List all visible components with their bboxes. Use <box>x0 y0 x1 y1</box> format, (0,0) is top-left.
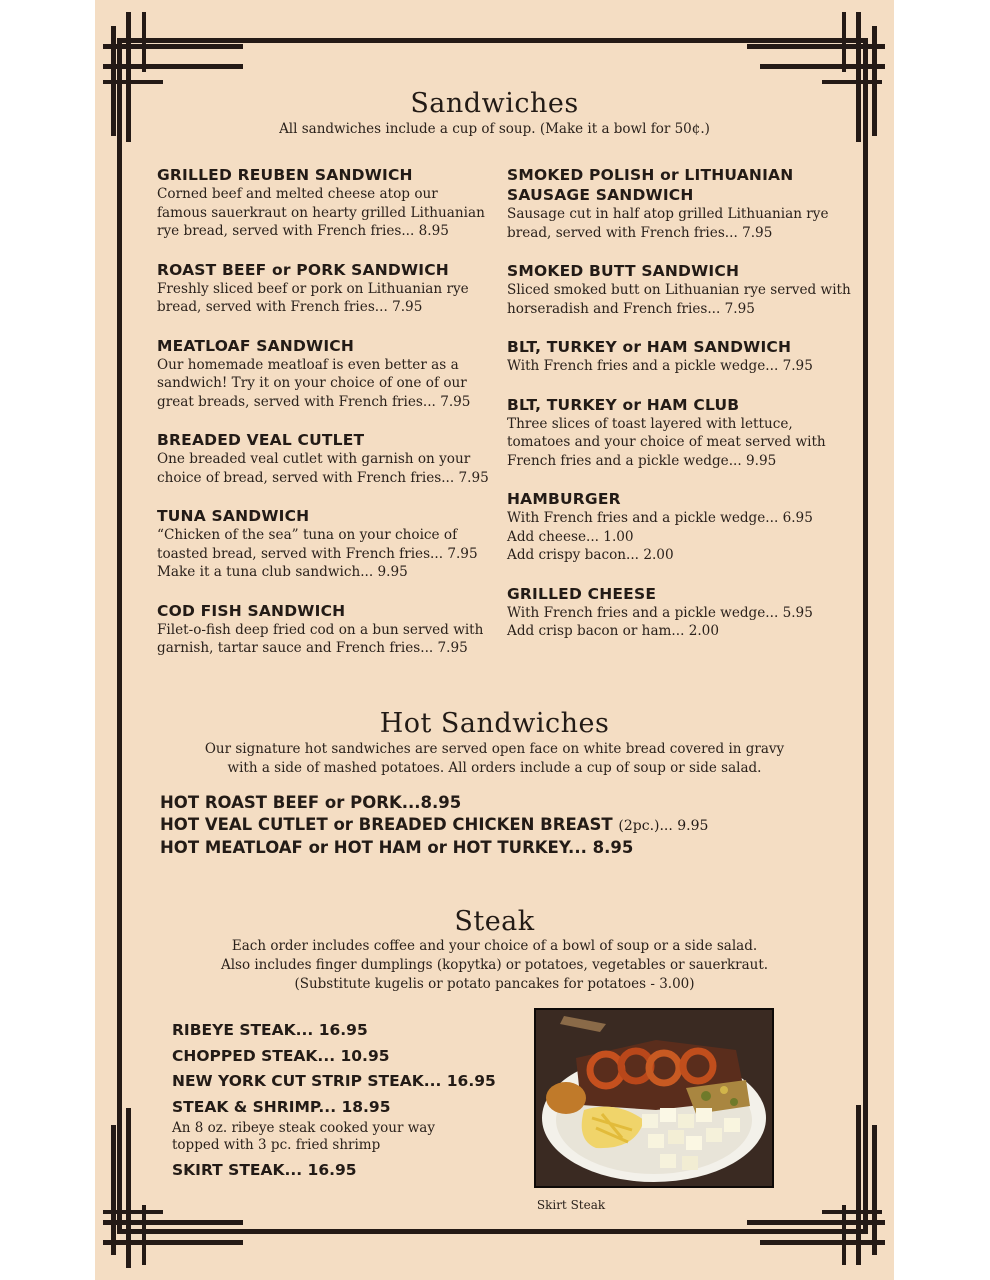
steak-note-line-3: (Substitute kugelis or potato pancakes for potatoes - 3.00) <box>294 976 695 992</box>
menu-item <box>507 489 851 565</box>
skirt-steak-photo <box>534 1008 774 1188</box>
steak-title: Steak <box>454 906 535 937</box>
sandwiches-left-column <box>157 165 489 677</box>
item-name: TUNA SANDWICH <box>157 507 310 525</box>
item-description: Freshly sliced beef or pork on Lithuanian rye bread, served with French fries... 7.95 <box>157 280 469 315</box>
steak-note-line-2: Also includes finger dumplings (kopytka) or potatoes, vegetables or sauerkraut. <box>220 957 769 973</box>
item-name: ROAST BEEF or PORK SANDWICH <box>157 260 449 279</box>
menu-item <box>507 165 851 242</box>
menu-item <box>157 506 489 582</box>
steak-note-line-1: Each order includes coffee and your choice of a bowl of soup or a side salad. <box>231 938 758 954</box>
steak-item: CHOPPED STEAK... 10.95 <box>172 1046 390 1065</box>
menu-item <box>507 395 851 471</box>
item-name: SMOKED BUTT SANDWICH <box>507 262 740 280</box>
item-description: Filet-o-fish deep fried cod on a bun served with garnish, tartar sauce and French fries... 7.95 <box>157 621 484 656</box>
steak-list <box>172 1018 496 1184</box>
item-description: “Chicken of the sea” tuna on your choice of toasted bread, served with French fries... 7.95 Make it a tuna club sandwich... 9.95 <box>157 527 478 580</box>
menu-item <box>157 601 489 658</box>
menu-item <box>157 336 489 412</box>
hot-sandwiches-title: Hot Sandwiches <box>379 708 610 739</box>
menu-item <box>157 165 489 241</box>
hot-sandwiches-note-line-2: with a side of mashed potatoes. All orders include a cup of soup or side salad. <box>227 760 762 776</box>
item-description: With French fries and a pickle wedge... 7.95 <box>507 358 813 374</box>
menu-item <box>157 430 489 487</box>
item-description: Our homemade meatloaf is even better as a sandwich! Try it on your choice of one of our great breads, served with French fries... 7.95 <box>157 356 471 410</box>
sandwiches-note: All sandwiches include a cup of soup. (Make it a bowl for 50¢.) <box>279 121 710 137</box>
item-name: MEATLOAF SANDWICH <box>157 336 355 355</box>
item-description: One breaded veal cutlet with garnish on your choice of bread, served with French fries... 7.95 <box>157 451 489 486</box>
item-name: BREADED VEAL CUTLET <box>157 431 365 449</box>
hot-sandwiches-list <box>160 792 708 859</box>
steak-item: STEAK & SHRIMP... 18.95 <box>172 1097 391 1116</box>
item-name: SMOKED POLISH or LITHUANIAN SAUSAGE SANDWICH <box>507 166 794 204</box>
item-name: GRILLED REUBEN SANDWICH <box>157 166 413 184</box>
steak-item-description: An 8 oz. ribeye steak cooked your way <box>172 1120 435 1136</box>
item-description: Corned beef and melted cheese atop our famous sauerkraut on hearty grilled Lithuanian rye bread, served with French fries... 8.95 <box>157 186 485 239</box>
steak-item: NEW YORK CUT STRIP STEAK... 16.95 <box>172 1072 496 1090</box>
steak-item: SKIRT STEAK... 16.95 <box>172 1161 357 1179</box>
menu-item <box>507 584 851 641</box>
item-description: Sliced smoked butt on Lithuanian rye served with horseradish and French fries... 7.95 <box>507 282 851 317</box>
item-description: With French fries and a pickle wedge... 5.95 Add crisp bacon or ham... 2.00 <box>507 604 813 639</box>
hot-item: HOT VEAL CUTLET or BREADED CHICKEN BREAST (2pc.)... 9.95 <box>160 815 709 834</box>
item-description: Sausage cut in half atop grilled Lithuanian rye bread, served with French fries... 7.95 <box>507 206 829 241</box>
item-name: BLT, TURKEY or HAM SANDWICH <box>507 338 792 356</box>
menu-item <box>507 261 851 318</box>
sandwiches-title: Sandwiches <box>410 88 579 119</box>
item-name: BLT, TURKEY or HAM CLUB <box>507 395 740 414</box>
hot-item: HOT MEATLOAF or HOT HAM or HOT TURKEY... 8.95 <box>160 838 634 857</box>
hot-item: HOT ROAST BEEF or PORK...8.95 <box>160 793 462 812</box>
item-name: COD FISH SANDWICH <box>157 601 346 620</box>
item-name: GRILLED CHEESE <box>507 584 657 603</box>
menu-item <box>507 337 851 376</box>
item-description: With French fries and a pickle wedge... 6.95 Add cheese... 1.00 Add crispy bacon... 2.00 <box>507 510 813 563</box>
sandwiches-right-column <box>507 165 851 660</box>
photo-caption: Skirt Steak <box>536 1198 606 1212</box>
steak-item: RIBEYE STEAK... 16.95 <box>172 1021 368 1039</box>
steak-item-description: topped with 3 pc. fried shrimp <box>172 1137 381 1153</box>
steak-plate-illustration <box>536 1010 772 1186</box>
hot-sandwiches-note-line-1: Our signature hot sandwiches are served open face on white bread covered in gravy <box>204 741 785 757</box>
menu-item <box>157 260 489 317</box>
item-description: Three slices of toast layered with lettuce, tomatoes and your choice of meat served with French fries and a pickle wedge... 9.95 <box>507 415 826 469</box>
item-name: HAMBURGER <box>507 490 621 508</box>
